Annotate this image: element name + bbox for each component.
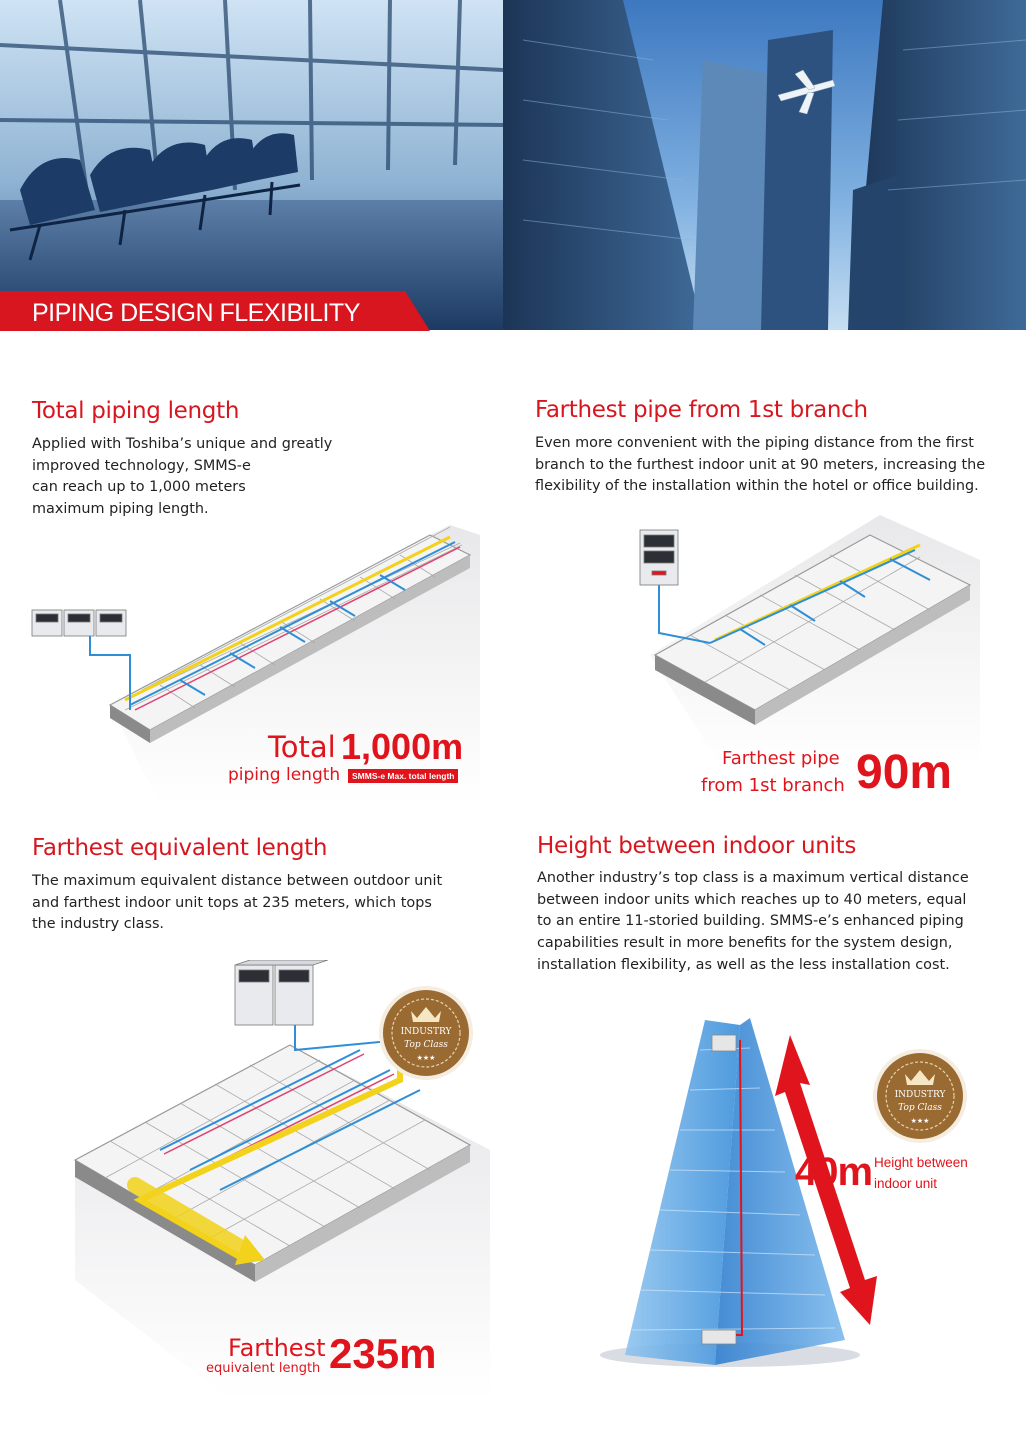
banner-title: PIPING DESIGN FLEXIBILITY xyxy=(32,299,360,327)
equivalent-callout-word: Farthest xyxy=(228,1334,326,1362)
farthest-equivalent-body: The maximum equivalent distance between outdoor unit and farthest indoor unit tops at 235 meters, which tops the industry class. xyxy=(32,873,443,933)
branch-callout-value: 90m xyxy=(856,746,953,799)
badge-line1: INDUSTRY xyxy=(400,1027,452,1037)
total-callout-tag: SMMS-e Max. total length xyxy=(348,769,458,783)
equivalent-callout-value: 235m xyxy=(329,1330,437,1377)
outdoor-unit xyxy=(640,530,678,585)
skyscrapers-photo xyxy=(503,0,1026,330)
outdoor-unit-row xyxy=(32,610,126,636)
height-callout-line2: indoor unit xyxy=(874,1176,938,1191)
total-callout-sub: piping length xyxy=(228,765,341,785)
total-piping-title: Total piping length xyxy=(32,398,240,424)
badge2-stars: ★★★ xyxy=(910,1117,930,1125)
height-callout-value: 40m xyxy=(795,1150,873,1194)
height-between-body: Another industry’s top class is a maximum vertical distance between indoor units which reaches up to 40 meters, equal to an entire 11-storied building. SMMS-e’s enhanced piping capabilities result in more benefits for the system design, installation flexibility, as well as the less installation cost. xyxy=(537,870,969,973)
farthest-branch-illustration xyxy=(630,515,990,765)
badge2-line1: INDUSTRY xyxy=(894,1090,946,1100)
total-callout xyxy=(268,730,336,764)
equivalent-callout-sub: equivalent length xyxy=(206,1361,321,1376)
total-piping-body: Applied with Toshiba’s unique and greatly improved technology, SMMS-e can reach up to 1,000 meters maximum piping length. xyxy=(32,436,333,518)
badge2-line2: Top Class xyxy=(898,1103,942,1113)
branch-callout-line1: Farthest pipe xyxy=(722,748,840,769)
total-callout-value: 1,000m xyxy=(341,726,464,767)
airport-lounge-photo xyxy=(0,0,503,330)
badge-stars: ★★★ xyxy=(416,1054,436,1062)
total-callout-word: Total xyxy=(268,730,336,764)
branch-callout-line2: from 1st branch xyxy=(701,775,845,796)
height-callout-line1: Height between xyxy=(874,1155,968,1170)
farthest-equivalent-title: Farthest equivalent length xyxy=(32,835,328,861)
farthest-branch-title: Farthest pipe from 1st branch xyxy=(535,397,868,423)
height-between-title: Height between indoor units xyxy=(537,833,857,859)
farthest-branch-body: Even more convenient with the piping distance from the first branch to the furthest indoor unit at 90 meters, increasing the flexibility of the installation within the hotel or office building. xyxy=(535,435,986,495)
outdoor-unit-row xyxy=(235,960,328,1025)
badge-line2: Top Class xyxy=(404,1040,448,1050)
